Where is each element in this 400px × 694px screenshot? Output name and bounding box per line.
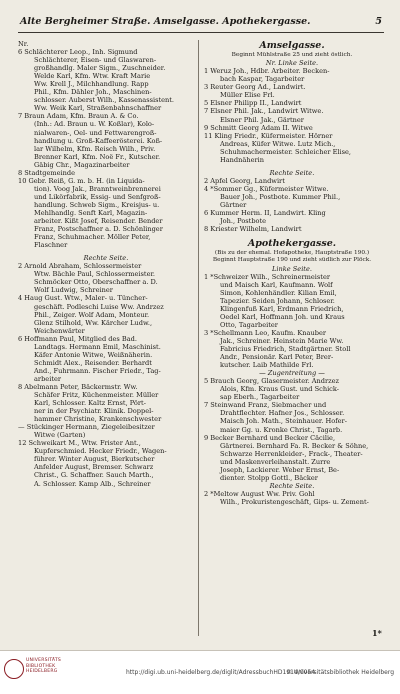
entry-line: führer. Winter August, Bierkutscher [34, 455, 155, 464]
entry-line: Apothekergasse. [247, 238, 337, 250]
entry-line: Drahtflechter. Hafner Jos., Schlosser. [220, 409, 345, 418]
entry-line: 2 Arnold Abraham, Schlossermeister [18, 262, 142, 271]
entry-line: und Likörfabrik, Essig- und Senfgroß- [34, 192, 161, 201]
entry-line: 1 *Schweizer Wilh., Schreinermeister [204, 272, 331, 281]
entry-line: tion). Voog Jak., Branntweinbrennerei [34, 184, 161, 193]
entry-line: schlosser. Auberst Wilh., Kassenassistent. [34, 96, 175, 105]
entry-line: Schlächterer, Eisen- und Glaswaren- [34, 56, 157, 65]
entry-line: Phil., Zeiger. Wolf Adam, Monteur. [34, 310, 150, 319]
copyright-text: © Universitätsbibliothek Heidelberg [286, 669, 395, 676]
entry-line: Fabricius Friedrich, Stadtgärtner. Stoll [220, 345, 351, 354]
entry-line: Handnäherin [220, 155, 264, 164]
entry-line: Joh., Postbote [220, 217, 267, 226]
entry-line: Jak., Schreiner. Heinstein Marie Ww. [220, 337, 344, 346]
entry-line: 7 Steinwand Franz, Siebmacher und [204, 401, 327, 410]
entry-line: Alois, Kfm. Kraus Gust. und Schick- [220, 385, 339, 394]
entry-line: Wilh., Prokuristengeschäft, Gips- u. Zement- [220, 497, 369, 506]
entry-line: nialwaren-, Oel- und Fettwarengroß- [34, 128, 157, 137]
entry-line: 7 Elsner Phil. Jak., Landwirt Witwe. [204, 107, 324, 116]
entry-line: 3 *Schellmann Leo, Kaufm. Knauber [204, 328, 326, 337]
entry-line: Andreas, Küfer Witwe. Lutz Mich., [220, 139, 336, 148]
entry-line: Linke Seite. [272, 264, 312, 273]
entry-line: dienter. Stolpp Gottl., Bäcker [220, 473, 318, 482]
entry-line: 6 Hoffmann Paul, Mitglied des Bad. [18, 334, 137, 343]
entry-line: Nr. [18, 40, 29, 48]
entry-line: und Maisch Karl, Kaufmann. Wolf [220, 280, 333, 289]
entry-line: großhandlg. Maler Sigm., Zuschneider. [34, 64, 166, 73]
entry-line: (Inh.: Ad. Braun u. W. Koßlar), Kolo- [34, 120, 155, 129]
entry-line: 6 Kummer Herm. II, Landwirt. Kling [204, 209, 326, 218]
entry-line: 9 Becker Bernhard und Becker Cäcilie, [204, 433, 336, 442]
page-number: 5 [375, 16, 382, 27]
entry-line: 4 *Sommer Gg., Küfermeister Witwe. [204, 184, 329, 193]
footer-bar [0, 650, 400, 694]
entry-line: Nr. Linke Seite. [265, 59, 319, 68]
library-line-1: UNIVERSITÄTS [26, 658, 62, 663]
entry-line: 5 Elsner Philipp II., Landwirt [204, 99, 302, 108]
entry-line: Klingenfuß Karl, Erdmann Friedrich, [220, 304, 344, 313]
entry-line: geschäft. Podleschi Luise Ww. Andrzez [34, 302, 164, 311]
library-name [26, 658, 61, 675]
entry-line: Oedel Karl, Hoffmann Joh. und Kraus [220, 312, 345, 321]
source-link[interactable]: http://digi.ub.uni-heidelberg.de/diglit/AdressbuchHD1914/0054 [126, 669, 316, 676]
entry-line: 3 Reuter Georg Ad., Landwirt. [204, 83, 306, 92]
entry-line: Rechte Seite. [269, 168, 315, 177]
entry-line: handlung u. Groß-Kaffeerösterei. Koß- [34, 136, 163, 145]
entry-line: (Bis zu der ehemal. Hofapotheke, Hauptstraße 190.) [214, 250, 370, 257]
entry-line: Landtags. Hermann Emil, Maschinist. [34, 342, 161, 351]
entry-line: Franz, Postschaffner a. D. Schönlinger [34, 225, 163, 234]
entry-line: 8 Stadtgemeinde [18, 168, 76, 177]
entry-line: Wolf Ludwig, Schreiner [34, 286, 113, 295]
entry-line: Kupferschmied. Hecker Friedr., Wagen- [34, 447, 167, 456]
entry-line: 1 Weruz Joh., Hdbr. Arbeiter. Becken- [204, 67, 330, 76]
entry-line: 6 Schlächterer Leop., Inh. Sigmund [18, 48, 138, 57]
entry-line: Käfer Antonie Witwe, Weißnäherin. [34, 350, 153, 359]
entry-line: Rechte Seite. [83, 254, 129, 263]
entry-line: Ww. Weik Karl, Straßenbahnschaffner [34, 104, 162, 113]
entry-line: Ww. Krell J., Milchhandlung. Rapp [34, 80, 149, 89]
entry-line: Beginnt Mühlstraße 25 und zieht östlich. [231, 52, 353, 58]
entry-line: Flaschner [34, 241, 68, 250]
entry-line: Elsner Phil. Jak., Gärtner [220, 115, 304, 124]
left-column [18, 40, 194, 636]
entry-line: Amselgasse. [259, 40, 325, 51]
entry-line: Schmöcker Otto, Oberschaffner a. D. [34, 278, 158, 287]
entry-line: Joseph, Lackierer. Weber Ernst, Be- [220, 465, 340, 474]
entry-line: Gäbig Chr., Magazinarbeiter [34, 160, 130, 169]
entry-line: arbeiter [34, 374, 62, 383]
entry-line: und Maskenverleihanstalt. Zurre [220, 457, 331, 466]
entry-line: Schäfer Fritz, Küchenmeister. Müller [34, 391, 159, 400]
entry-line: arbeiter. Kißt Josef, Reisender. Bender [34, 217, 163, 226]
entry-line: 2 Apfel Georg, Landwirt [204, 176, 285, 185]
entry-line: 8 Kriester Wilhelm, Landwirt [204, 225, 302, 234]
page-header [16, 16, 386, 32]
entry-line: 2 *Meltow August Ww. Priv. Gohl [204, 489, 315, 498]
entry-line: 8 Abelmann Peter, Bäckermstr. Ww. [18, 382, 138, 391]
entry-line: Schwarze Herrenkleider-, Frack-, Theater- [220, 449, 363, 458]
entry-line: 4 Haug Gust. Wtw., Maler- u. Tüncher- [18, 294, 148, 303]
entry-line: hammer Christine, Krankenschwester [34, 415, 162, 424]
entry-line: Gärtnerei. Bernhard Fa. R. Becker & Söhne, [220, 441, 369, 450]
entry-line: Beginnt Hauptstraße 190 und zieht südlich zur Plöck. [212, 257, 372, 264]
entry-line: A. Schlosser. Kamp Alb., Schreiner [34, 479, 151, 488]
entry-line: Brenner Karl, Kfm. Noë Fr., Kutscher. [34, 152, 161, 161]
entry-line: Franz, Schuhmacher. Möller Peter, [34, 233, 151, 242]
entry-line: kutscher. Laib Mathilde Frl. [220, 361, 314, 370]
entry-line: Anfelder August, Bremser. Schwarz [34, 463, 154, 472]
entry-line: 5 Brauch Georg, Glasermeister. Andrzez [204, 377, 340, 386]
continuation-mark: 1* [372, 628, 382, 638]
entry-line: 9 Schmitt Georg Adam II. Witwe [204, 123, 313, 132]
entry-line: Mehlhandlg. Senft Karl, Magazin- [34, 208, 148, 217]
library-line-2: BIBLIOTHEK [26, 663, 56, 669]
library-seal-icon [4, 659, 24, 679]
entry-line: Bauer Joh., Postbote. Kummer Phil., [220, 192, 341, 201]
entry-line: maier Gg. u. Kronke Christ., Tagarb. [220, 425, 343, 434]
entry-line: Weichenwärter [34, 326, 85, 335]
entry-line: 7 Braun Adam, Kfm. Braun A. & Co. [18, 112, 139, 121]
entry-line: Witwe (Garten) [34, 431, 86, 440]
entry-line: ner in der Psychiatr. Klinik. Doppel- [34, 407, 154, 416]
library-line-3: HEIDELBERG [26, 669, 58, 674]
entry-line: Maisch Joh. Math., Steinhauer. Hofer- [220, 417, 347, 426]
entry-line: 12 Schweikart M., Wtw. Frister Ant., [18, 439, 141, 448]
entry-line: Otto, Tagarbeiter [220, 320, 278, 329]
entry-line: — Zugentreitung — [259, 369, 325, 378]
entry-line: Glenz Stilhold, Ww. Kärcher Ludw., [34, 318, 153, 327]
entry-line: Wtw. Bächle Paul, Schlossermeister. [34, 270, 156, 279]
entry-line: And., Fuhrmann. Fischer Friedr., Tag- [34, 366, 161, 375]
entry-line: Karl, Schlosser. Kaltz Ernst, Pört- [34, 399, 146, 408]
entry-line: Simon, Kohlenhändler. Kilian Emil, [220, 288, 337, 297]
header-rule [18, 32, 384, 33]
entry-line: handlung. Schweb Sigm., Kreisjus- u. [34, 200, 160, 209]
column-divider [198, 40, 199, 636]
entry-line: 11 Kling Friedr., Küfermeister. Hörner [204, 131, 333, 140]
entry-line: Schmidt Alex., Reisender. Berhardt [34, 358, 152, 367]
entry-line: sap Eberh., Tagarbeiter [220, 393, 300, 402]
entry-line: 10 Gebr. Reiß, G. m. b. H. (in Liquida- [18, 176, 145, 185]
entry-line: Rechte Seite. [269, 481, 315, 490]
entry-line: — Stückinger Hermann, Ziegeleibesitzer [18, 423, 155, 432]
entry-line: Müller Elise Frl. [220, 91, 275, 100]
entry-line: bach Kaspar, Tagarbeiter [220, 75, 305, 84]
entry-line: Tapezier. Seiden Johann, Schloser. [220, 296, 335, 305]
entry-line: Andr., Pensionär. Karl Peter, Brer- [220, 353, 334, 362]
entry-line: Phil., Kfm. Dähler Joh., Maschinen- [34, 88, 152, 97]
entry-line: Welde Karl, Kfm. Wtw. Kraft Marie [34, 72, 151, 81]
entry-line: Schuhmachermeister. Schleicher Elise, [220, 147, 352, 156]
entry-line: Gärtner [220, 201, 247, 209]
entry-line: Christ., G. Schaffner. Sauch Marth., [34, 471, 154, 480]
entry-line: lar Wilhelm, Kfm. Reisch Wilh., Priv. [34, 144, 156, 153]
header-title: Alte Bergheimer Straße. Amselgasse. Apothekergasse. [20, 16, 311, 27]
right-column [204, 40, 380, 636]
